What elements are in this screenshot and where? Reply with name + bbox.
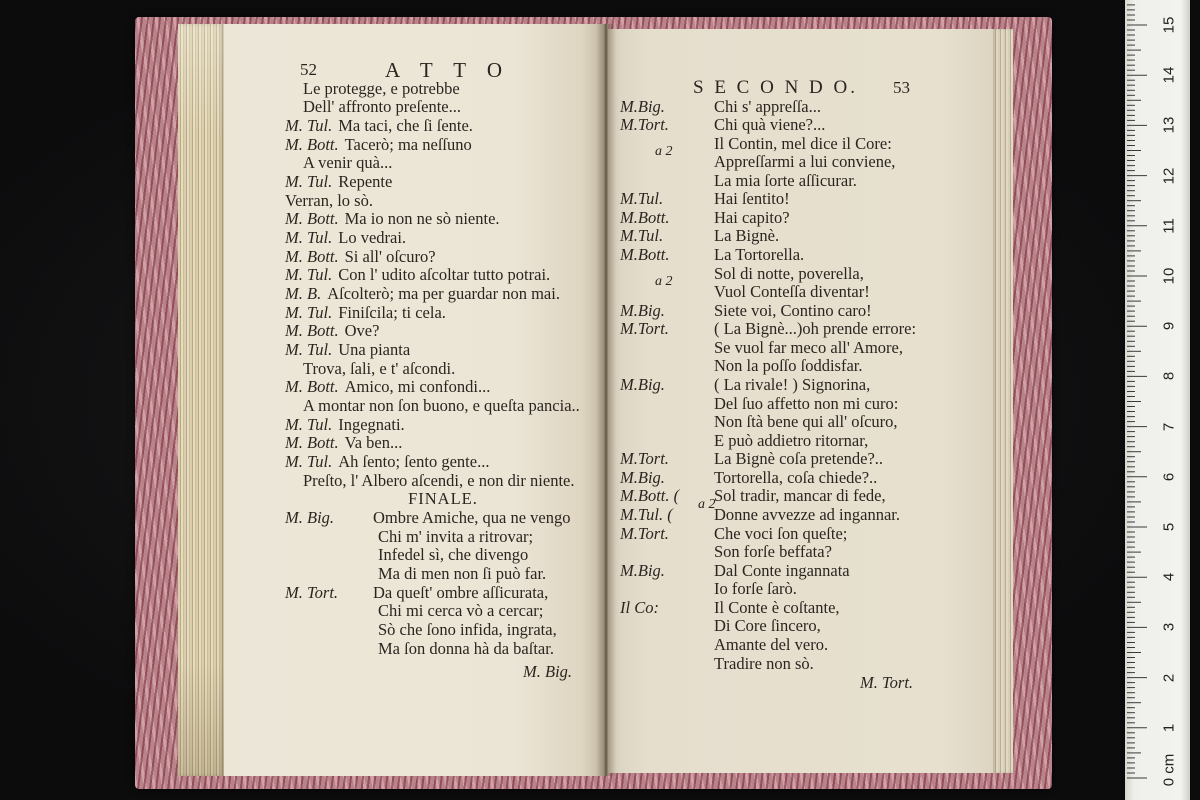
- verse-text: Ove?: [344, 321, 380, 341]
- catchword: M. Big.: [523, 662, 573, 681]
- speaker-name: M.Big.: [620, 375, 665, 395]
- speaker-name: M.Bott.: [620, 207, 670, 227]
- speaker-name: M.Tort.: [620, 115, 669, 135]
- verse-text: Chi mi cerca vò a cercar;: [378, 601, 544, 621]
- verse-text: Preſto, l' Albero aſcendi, e non dir niente.: [303, 470, 575, 490]
- running-head: A T T O: [385, 58, 511, 82]
- verse-text: Vuol Conteſſa diventar!: [714, 282, 870, 302]
- dialogue-line: [608, 542, 1013, 561]
- speaker-name: M.Bott.: [620, 245, 670, 265]
- verse-text: La Bignè coſa pretende?..: [714, 449, 884, 469]
- ruler-label: 12: [1160, 167, 1178, 184]
- verse-text: Ingegnati.: [338, 414, 405, 434]
- speaker-name: M. Tul.: [285, 339, 333, 359]
- left-page: [178, 24, 608, 776]
- dialogue-line: [608, 144, 1013, 172]
- dialogue-line: [608, 497, 1013, 525]
- verse-text: La mia ſorte aſſicurar.: [714, 170, 857, 190]
- dialogue-line: [608, 616, 1013, 635]
- verse-text: Dal Conte ingannata: [714, 560, 850, 580]
- catchword: M. Tort.: [860, 673, 914, 692]
- ruler-label: 9: [1160, 322, 1178, 331]
- speaker-name: M. Bott.: [285, 209, 339, 229]
- dialogue-line: [608, 274, 1013, 302]
- speaker-name: M. Bott.: [285, 433, 339, 453]
- page-edges: [178, 24, 224, 776]
- dialogue-line: [608, 486, 1013, 505]
- a-due-marker: a 2: [655, 274, 673, 290]
- verse-text: Chi s' appreſſa...: [714, 96, 821, 116]
- dialogue-line: [608, 115, 1013, 134]
- speaker-name: M.Tul. (: [620, 505, 673, 525]
- verse-text: Tradire non sò.: [714, 653, 814, 673]
- ruler-label: 5: [1160, 522, 1178, 532]
- dialogue-line: [608, 635, 1013, 654]
- finale-line: [178, 639, 608, 658]
- verse-text: Che voci ſon queſte;: [714, 523, 848, 543]
- dialogue-line: [608, 431, 1013, 450]
- verse-text: Aſcolterò; ma per guardar non mai.: [327, 283, 560, 303]
- ruler-label: 0 cm: [1160, 753, 1178, 787]
- speaker-name: M.Tul.: [620, 226, 664, 246]
- running-head: S E C O N D O.: [693, 77, 858, 98]
- verse-text: Chi m' invita a ritrovar;: [378, 526, 534, 546]
- ruler-label: 8: [1160, 372, 1178, 381]
- ruler-label: 10: [1160, 267, 1178, 285]
- verse-text: Trova, ſali, e t' aſcondi.: [303, 358, 456, 378]
- verse-text: Il Contin, mel dice il Core:: [714, 133, 892, 153]
- dialogue-line: [608, 375, 1013, 394]
- dialogue-line: [303, 153, 392, 172]
- dialogue-line: [303, 359, 455, 378]
- ruler-label: 15: [1160, 16, 1178, 34]
- speaker-name: M. Bott.: [285, 134, 339, 154]
- dialogue-line: [285, 228, 406, 247]
- finale-line: [178, 601, 608, 620]
- ruler-label: 3: [1160, 623, 1178, 632]
- ruler-label: 13: [1160, 117, 1178, 134]
- ruler-label: 7: [1160, 422, 1178, 431]
- verse-text: Se vuol far meco all' Amore,: [714, 337, 904, 357]
- dialogue-line: [608, 412, 1013, 431]
- dialogue-line: [608, 654, 1013, 673]
- verse-text: Una pianta: [338, 339, 411, 359]
- ruler-ticks: [1125, 0, 1190, 800]
- verse-text: Il Conte è coſtante,: [714, 597, 840, 617]
- verse-text: Lo vedrai.: [338, 227, 407, 247]
- verse-text: Con l' udito aſcoltar tutto potrai.: [338, 265, 551, 285]
- a-due-marker: a 2: [698, 497, 716, 513]
- verse-text: Non ſtà bene qui all' oſcuro,: [714, 412, 898, 432]
- speaker-name: M. B.: [285, 283, 322, 303]
- verse-text: Sol di notte, poverella,: [714, 263, 864, 283]
- dialogue-line: [608, 245, 1013, 264]
- verse-text: Son forſe beffata?: [714, 542, 832, 562]
- verse-text: Repente: [338, 171, 393, 191]
- finale-line: [178, 583, 608, 602]
- dialogue-line: [303, 396, 580, 415]
- speaker-name: M. Bott.: [285, 377, 339, 397]
- page-number: 52: [300, 60, 317, 79]
- dialogue-line: [608, 394, 1013, 413]
- verse-text: Amante del vero.: [714, 635, 829, 655]
- dialogue-line: [608, 338, 1013, 357]
- verse-text: Hai capito?: [714, 207, 790, 227]
- verse-text: Verran, lo sò.: [285, 190, 373, 210]
- dialogue-line: [285, 284, 560, 303]
- finale-line: [178, 564, 608, 583]
- verse-text: Donne avvezze ad ingannar.: [714, 505, 900, 525]
- verse-text: Da queſt' ombre aſſicurata,: [373, 582, 549, 602]
- dialogue-line: [303, 471, 575, 490]
- speaker-name: M.Big.: [620, 467, 665, 487]
- finale-line: [178, 508, 608, 527]
- verse-text: Ah ſento; ſento gente...: [338, 451, 490, 471]
- verse-text: Finiſcila; ti cela.: [338, 302, 446, 322]
- ruler-label: 2: [1160, 673, 1178, 682]
- verse-text: Di Core ſincero,: [714, 616, 821, 636]
- verse-text: La Bignè.: [714, 226, 780, 246]
- verse-text: Ma io non ne sò niente.: [344, 209, 500, 229]
- verse-text: ( La rivale! ) Signorina,: [714, 375, 871, 395]
- dialogue-line: [608, 301, 1013, 320]
- book-gutter: [596, 24, 616, 776]
- speaker-name: Il Co:: [620, 597, 659, 617]
- dialogue-line: [608, 579, 1013, 598]
- verse-text: Del ſuo affetto non mi curo:: [714, 393, 899, 413]
- dialogue-line: [608, 561, 1013, 580]
- speaker-name: M.Bott. (: [620, 486, 680, 506]
- dialogue-line: [285, 135, 472, 154]
- verse-text: ( La Bignè...)oh prende errore:: [714, 319, 917, 339]
- speaker-name: M. Tul.: [285, 171, 333, 191]
- verse-text: Sol tradir, mancar di fede,: [714, 486, 886, 506]
- verse-text: Ombre Amiche, qua ne vengo: [373, 507, 571, 527]
- speaker-name: M. Big.: [285, 507, 335, 527]
- verse-text: Siete voi, Contino caro!: [714, 300, 872, 320]
- dialogue-line: [608, 226, 1013, 245]
- verse-text: E può addietro ritornar,: [714, 430, 869, 450]
- dialogue-line: [285, 452, 489, 471]
- dialogue-line: [285, 265, 550, 284]
- dialogue-line: [608, 97, 1013, 116]
- speaker-name: M.Tul.: [620, 189, 664, 209]
- speaker-name: M.Tort.: [620, 319, 669, 339]
- speaker-name: M.Big.: [620, 300, 665, 320]
- page-number: 53: [893, 78, 910, 97]
- speaker-name: M. Tul.: [285, 302, 333, 322]
- verse-text: A venir quà...: [303, 153, 393, 173]
- dialogue-line: [608, 319, 1013, 338]
- verse-text: Ma di men non ſi può far.: [378, 563, 547, 583]
- verse-text: Tortorella, coſa chiede?..: [714, 467, 878, 487]
- verse-text: Amico, mi confondi...: [344, 377, 491, 397]
- ruler-label: 4: [1160, 573, 1178, 582]
- speaker-name: M. Tul.: [285, 227, 333, 247]
- dialogue-line: [608, 524, 1013, 543]
- dialogue-line: [285, 191, 373, 210]
- right-page: [608, 29, 1013, 773]
- verse-text: Infedel sì, che divengo: [378, 545, 529, 565]
- dialogue-line: [285, 116, 473, 135]
- dialogue-line: [285, 415, 405, 434]
- ruler-label: 14: [1160, 66, 1178, 84]
- dialogue-line: [608, 171, 1013, 190]
- speaker-name: M. Tul.: [285, 414, 333, 434]
- dialogue-line: [608, 468, 1013, 487]
- dialogue-line: [285, 321, 379, 340]
- dialogue-line: [303, 97, 461, 116]
- finale-line: [178, 545, 608, 564]
- verse-text: Non la poſſo ſoddisfar.: [714, 356, 863, 376]
- dialogue-line: [608, 189, 1013, 208]
- dialogue-line: [285, 209, 500, 228]
- verse-text: La Tortorella.: [714, 245, 805, 265]
- verse-text: Dell' affronto preſente...: [303, 97, 461, 117]
- speaker-name: M.Tort.: [620, 523, 669, 543]
- a-due-marker: a 2: [655, 144, 673, 160]
- verse-text: Hai ſentito!: [714, 189, 790, 209]
- verse-text: A montar non ſon buono, e queſta pancia..: [303, 395, 580, 415]
- verse-text: Appreſſarmi a lui conviene,: [714, 152, 896, 172]
- speaker-name: M. Tort.: [285, 582, 339, 602]
- speaker-name: M.Tort.: [620, 449, 669, 469]
- verse-text: Sò che ſono infida, ingrata,: [378, 619, 557, 639]
- dialogue-line: [608, 356, 1013, 375]
- speaker-name: M. Tul.: [285, 451, 333, 471]
- dialogue-line: [285, 377, 490, 396]
- verse-text: Ma taci, che ſi ſente.: [338, 115, 473, 135]
- verse-text: Chi quà viene?...: [714, 115, 826, 135]
- ruler-label: 6: [1160, 472, 1178, 481]
- dialogue-line: [303, 79, 460, 98]
- verse-text: Ma ſon donna hà da baſtar.: [378, 638, 554, 658]
- ruler-label: 11: [1160, 218, 1178, 234]
- speaker-name: M. Tul.: [285, 115, 333, 135]
- speaker-name: M. Bott.: [285, 321, 339, 341]
- speaker-name: M. Tul.: [285, 265, 333, 285]
- measuring-ruler: [1125, 0, 1190, 800]
- verse-text: Si all' oſcuro?: [344, 246, 436, 266]
- dialogue-line: [285, 303, 446, 322]
- speaker-name: M. Bott.: [285, 246, 339, 266]
- dialogue-line: [285, 172, 392, 191]
- speaker-name: M.Big.: [620, 560, 665, 580]
- finale-line: [178, 527, 608, 546]
- verse-text: Tacerò; ma neſſuno: [344, 134, 472, 154]
- verse-text: Le protegge, e potrebbe: [303, 78, 460, 98]
- dialogue-line: [608, 208, 1013, 227]
- speaker-name: M.Big.: [620, 96, 665, 116]
- verse-text: Va ben...: [344, 433, 403, 453]
- verse-text: Io forſe ſarò.: [714, 579, 797, 599]
- dialogue-line: [608, 449, 1013, 468]
- dialogue-line: [285, 433, 402, 452]
- dialogue-line: [608, 598, 1013, 617]
- finale-line: [178, 620, 608, 639]
- dialogue-line: [285, 247, 436, 266]
- ruler-label: 1: [1160, 723, 1178, 732]
- finale-heading: FINALE.: [408, 489, 478, 508]
- dialogue-line: [285, 340, 410, 359]
